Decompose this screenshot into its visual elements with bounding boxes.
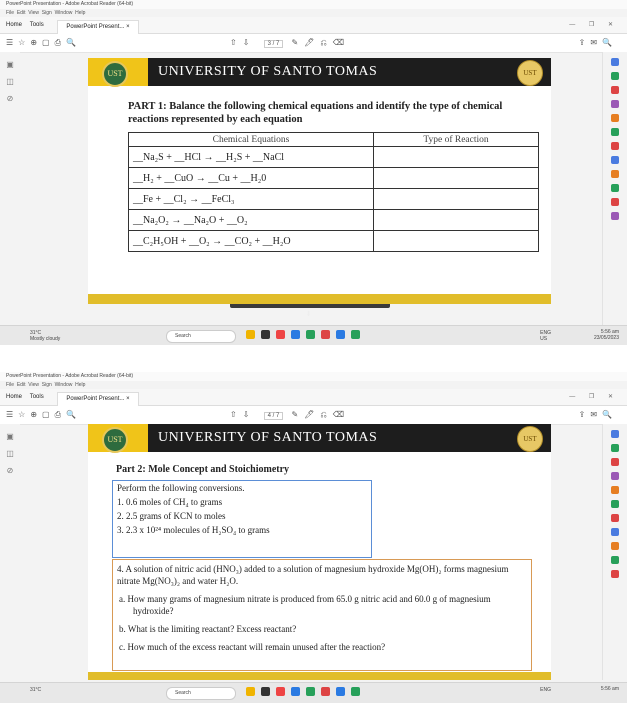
ust-logo-icon: UST [102,61,128,87]
page-indicator[interactable]: 4 / 7 [264,412,284,420]
tool-icon[interactable] [611,198,619,206]
clock-time: 5:56 am [600,686,619,692]
part2-title: Part 2: Mole Concept and Stoichiometry [116,464,290,475]
tool-icon[interactable] [611,86,619,94]
pages-icon[interactable]: ▣ [6,432,14,441]
screenshot-1 [0,0,627,345]
slide-part1 [88,58,551,318]
attachment-icon[interactable]: ⊘ [6,466,14,475]
app-icon[interactable] [291,687,300,696]
tool-icon[interactable] [611,184,619,192]
menu-sign[interactable]: Sign [41,10,52,16]
app-icon[interactable] [246,687,255,696]
lang-region: US [540,336,548,342]
bookmark-icon[interactable]: ◫ [6,77,14,86]
slide-footer-band [88,294,551,304]
university-title: UNIVERSITY OF SANTO TOMAS [158,64,378,79]
menu-file[interactable]: File [6,10,15,16]
language-indicator[interactable] [540,330,551,342]
right-tools-rail [602,424,627,680]
floating-pdf-controls[interactable]: ⬇ [230,294,390,308]
window-controls[interactable]: — ❐ ✕ [569,22,619,28]
app-icon[interactable] [276,687,285,696]
equation-cell: __C₂H₅OH + __O₂ → __CO₂ + __H₂O [129,231,374,252]
menu-help[interactable]: Help [75,10,86,16]
question-item: c. How much of the excess reactant will remain unused after the reaction? [119,642,386,652]
tool-icon[interactable] [611,528,619,536]
app-icon[interactable] [351,330,360,339]
screenshot-2 [0,372,627,700]
tool-icon[interactable] [611,500,619,508]
menu-bar [0,381,627,389]
taskbar-apps [246,687,366,698]
app-icon[interactable] [336,687,345,696]
window-title: PowerPoint Presentation - Adobe Acrobat Reader (64-bit) [0,372,627,381]
reader-toolbar [0,406,627,425]
tab-tools[interactable]: Tools [29,394,44,400]
taskbar-search[interactable]: Search [166,330,236,343]
app-icon[interactable] [351,687,360,696]
system-clock[interactable] [594,329,619,341]
problem-box [112,559,532,671]
menu-edit[interactable]: Edit [16,10,26,16]
slide-footer-band [88,672,551,680]
ust-seal-icon: UST [517,426,543,452]
attachment-icon[interactable]: ⊘ [6,94,14,103]
weather-desc: Mostly cloudy [30,336,61,342]
lang-code: ENG [540,687,551,693]
reader-toolbar [0,34,627,53]
type-cell [374,210,539,231]
table-row [129,168,539,189]
col-header-equations: Chemical Equations [129,133,374,147]
tool-icon[interactable] [611,128,619,136]
table-row [129,210,539,231]
table-row [129,231,539,252]
toolbar-left-icons[interactable]: ☰☆⊕▢⎙🔍 [6,410,81,419]
tool-icon[interactable] [611,100,619,108]
tab-home[interactable]: Home [6,394,23,400]
app-icon[interactable] [306,330,315,339]
tool-icon[interactable] [611,472,619,480]
tool-icon[interactable] [611,570,619,578]
lang-code: ENG [540,330,551,336]
pages-icon[interactable]: ▣ [6,60,14,69]
toolbar-right-icons[interactable]: ⇪✉🔍 [578,38,617,47]
tool-icon[interactable] [611,542,619,550]
menu-view[interactable]: View [28,10,39,16]
window-title: PowerPoint Presentation - Adobe Acrobat Reader (64-bit) [0,0,627,9]
slide-header [88,424,551,452]
tab-document[interactable]: PowerPoint Present... × [57,20,138,34]
app-icon[interactable] [246,330,255,339]
tool-icon[interactable] [611,556,619,564]
tool-icon[interactable] [611,156,619,164]
menu-view[interactable]: View [28,382,39,388]
list-item: 1. 0.6 moles of CH₄ to grams [117,497,223,507]
equation-cell: __Na₂O₂ → __Na₂O + __O₂ [129,210,374,231]
tab-document[interactable]: PowerPoint Present... × [57,392,138,406]
app-icon[interactable] [321,687,330,696]
type-cell [374,168,539,189]
system-clock[interactable] [601,686,619,692]
type-cell [374,189,539,210]
toolbar-page-nav[interactable]: ⇧⇩ 4 / 7 ✎🖊⎌⌫ [230,410,351,419]
app-icon[interactable] [261,330,270,339]
tab-home[interactable]: Home [6,22,23,28]
tool-icon[interactable] [611,444,619,452]
screenshot-separator [0,345,627,372]
app-icon[interactable] [261,687,270,696]
university-title: UNIVERSITY OF SANTO TOMAS [158,430,378,445]
col-header-type: Type of Reaction [374,133,539,147]
app-icon[interactable] [321,330,330,339]
tool-icon[interactable] [611,430,619,438]
equations-table [128,132,539,252]
toolbar-left-icons[interactable]: ☰☆⊕▢⎙🔍 [6,38,81,47]
type-cell [374,231,539,252]
language-indicator[interactable] [540,687,551,693]
tool-icon[interactable] [611,212,619,220]
menu-bar [0,9,627,17]
conversions-intro: Perform the following conversions. [117,483,245,493]
question-item: a. How many grams of magnesium nitrate is produced from 65.0 g nitric acid and 60.0 g of magnesium hydroxide? [119,594,491,616]
table-row [129,189,539,210]
toolbar-right-icons[interactable]: ⇪✉🔍 [578,410,617,419]
part1-title: PART 1: Balance the following chemical equations and identify the type of chemical reactions represented by each equation [128,101,503,125]
weather-temp: 31°C [30,330,42,336]
tool-icon[interactable] [611,72,619,80]
menu-window[interactable]: Window [54,382,73,388]
tool-icon[interactable] [611,170,619,178]
list-item: 3. 2.3 x 10²⁴ molecules of H₂SO₄ to grams [117,525,270,535]
menu-edit[interactable]: Edit [16,382,26,388]
taskbar-apps [246,330,366,341]
tab-bar [0,17,627,34]
menu-window[interactable]: Window [54,10,73,16]
right-tools-rail [602,52,627,325]
problem-statement: 4. A solution of nitric acid (HNO₃) added to a solution of magnesium hydroxide Mg(OH)₂ forms magnesium nitrate Mg(NO₃)₂ and water H₂O. [117,564,509,586]
toolbar-page-nav[interactable]: ⇧⇩ 3 / 7 ✎🖊⎌⌫ [230,38,351,47]
ust-seal-icon: UST [517,60,543,86]
app-icon[interactable] [276,330,285,339]
table-row [129,147,539,168]
slide-header [88,58,551,86]
tool-icon[interactable] [611,58,619,66]
taskbar [0,325,627,346]
slide-part2 [88,424,551,680]
app-icon[interactable] [306,687,315,696]
weather-temp: 31°C [30,687,42,693]
clock-time: 5:56 am [600,329,619,335]
bookmark-icon[interactable]: ◫ [6,449,14,458]
taskbar [0,682,627,703]
window-controls[interactable]: — ❐ ✕ [569,394,619,400]
left-rail [0,424,20,680]
weather-widget[interactable] [30,687,41,693]
ust-logo-icon: UST [102,427,128,453]
menu-help[interactable]: Help [75,382,86,388]
tool-icon[interactable] [611,114,619,122]
page-indicator[interactable]: 3 / 7 [264,40,284,48]
left-rail [0,52,20,325]
list-item: 2. 2.5 grams of KCN to moles [117,511,226,521]
tool-icon[interactable] [611,458,619,466]
equation-cell: __Fe + __Cl₂ → __FeCl₃ [129,189,374,210]
clock-date: 23/05/2023 [593,335,619,341]
tool-icon[interactable] [611,486,619,494]
menu-sign[interactable]: Sign [41,382,52,388]
type-cell [374,147,539,168]
app-icon[interactable] [336,330,345,339]
app-icon[interactable] [291,330,300,339]
taskbar-search[interactable]: Search [166,687,236,700]
tab-bar [0,389,627,406]
weather-widget[interactable] [30,330,60,342]
question-item: b. What is the limiting reactant? Excess reactant? [119,624,297,634]
menu-file[interactable]: File [6,382,15,388]
tool-icon[interactable] [611,142,619,150]
tab-tools[interactable]: Tools [29,22,44,28]
equation-cell: __H₂ + __CuO → __Cu + __H₂0 [129,168,374,189]
equation-cell: __Na₂S + __HCl → __H₂S + __NaCl [129,147,374,168]
tool-icon[interactable] [611,514,619,522]
conversions-box [112,480,372,558]
